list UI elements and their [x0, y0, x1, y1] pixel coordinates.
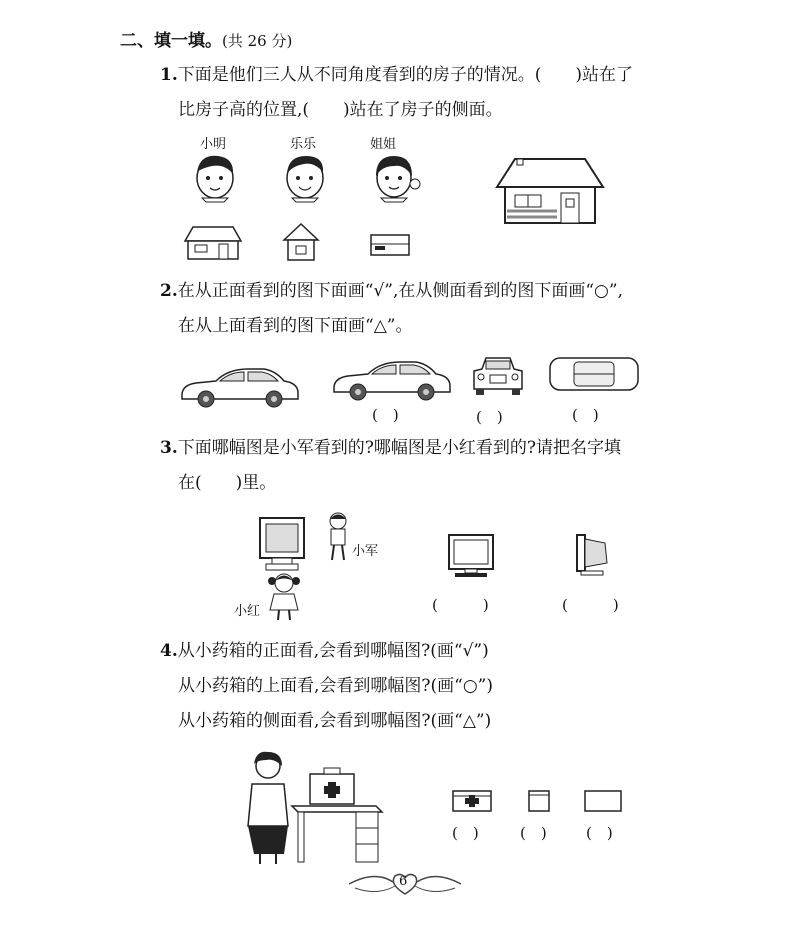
- q3-number: 3.: [160, 438, 178, 458]
- kid-xiaojun-figure: [325, 512, 351, 562]
- q2-blank-2[interactable]: ( ): [476, 408, 503, 426]
- q4-line3: 从小药箱的侧面看,会看到哪幅图?(画“△”): [178, 711, 492, 731]
- monitor-illustration: [258, 516, 306, 572]
- kid-jiejie-illustration: [368, 150, 420, 202]
- name-jiejie: 姐姐: [370, 137, 397, 152]
- q3-line1: [160, 437, 621, 459]
- q3-blank-1[interactable]: ( ): [432, 596, 489, 614]
- monitor-side-view: [573, 533, 613, 577]
- house-top-view: [370, 234, 410, 256]
- label-xiaohong: 小红: [234, 604, 261, 619]
- page-number: 6: [399, 874, 408, 889]
- kid-xiaoming-illustration: [190, 150, 240, 202]
- section-title-text: 二、填一填。: [120, 31, 222, 51]
- q2-blank-3[interactable]: ( ): [572, 406, 599, 424]
- car-front-view: [472, 355, 524, 397]
- house-side-view: [282, 222, 320, 262]
- q1-line2: 比房子高的位置,( )站在了房子的侧面。: [178, 100, 503, 120]
- medicine-box-top-view: [584, 790, 622, 812]
- q3-blank-2[interactable]: ( ): [562, 596, 619, 614]
- label-xiaojun: 小军: [352, 544, 379, 559]
- name-xiaoming: 小明: [200, 137, 227, 152]
- kid-lele-illustration: [280, 150, 330, 202]
- q2-line1: [160, 280, 623, 302]
- q2-line2: 在从上面看到的图下面画“△”。: [178, 316, 413, 336]
- q1-line1: [160, 64, 633, 86]
- q3-line2: 在( )里。: [178, 473, 277, 493]
- woman-desk-medicine-box-illustration: [244, 748, 386, 866]
- car-side-view-1: [180, 365, 300, 409]
- car-side-view-2: [332, 358, 452, 402]
- name-lele: 乐乐: [290, 137, 317, 152]
- q4-line1: [160, 640, 489, 662]
- q4-line2: 从小药箱的上面看,会看到哪幅图?(画“○”): [178, 676, 493, 696]
- q2-line1-text: 在从正面看到的图下面画“√”,在从侧面看到的图下面画“○”,: [177, 281, 623, 301]
- house-illustration: [495, 155, 605, 225]
- q1-number: 1.: [160, 65, 178, 85]
- monitor-front-view: [447, 533, 495, 579]
- section-title: [120, 30, 292, 52]
- q2-blank-1[interactable]: ( ): [372, 406, 399, 424]
- q4-blank-2[interactable]: ( ): [520, 824, 547, 842]
- medicine-box-side-view: [528, 790, 550, 812]
- q4-blank-1[interactable]: ( ): [452, 824, 479, 842]
- house-front-view: [183, 225, 243, 261]
- medicine-box-front-view: [452, 790, 492, 812]
- q1-line1-text: 下面是他们三人从不同角度看到的房子的情况。( )站在了: [177, 65, 634, 85]
- q4-line1-text: 从小药箱的正面看,会看到哪幅图?(画“√”): [177, 641, 489, 661]
- q4-number: 4.: [160, 641, 178, 661]
- section-points: (共 26 分): [222, 32, 293, 50]
- q4-blank-3[interactable]: ( ): [586, 824, 613, 842]
- q2-number: 2.: [160, 281, 178, 301]
- car-top-view: [548, 356, 640, 392]
- kid-xiaohong-figure: [266, 572, 302, 622]
- q3-line1-text: 下面哪幅图是小军看到的?哪幅图是小红看到的?请把名字填: [177, 438, 621, 458]
